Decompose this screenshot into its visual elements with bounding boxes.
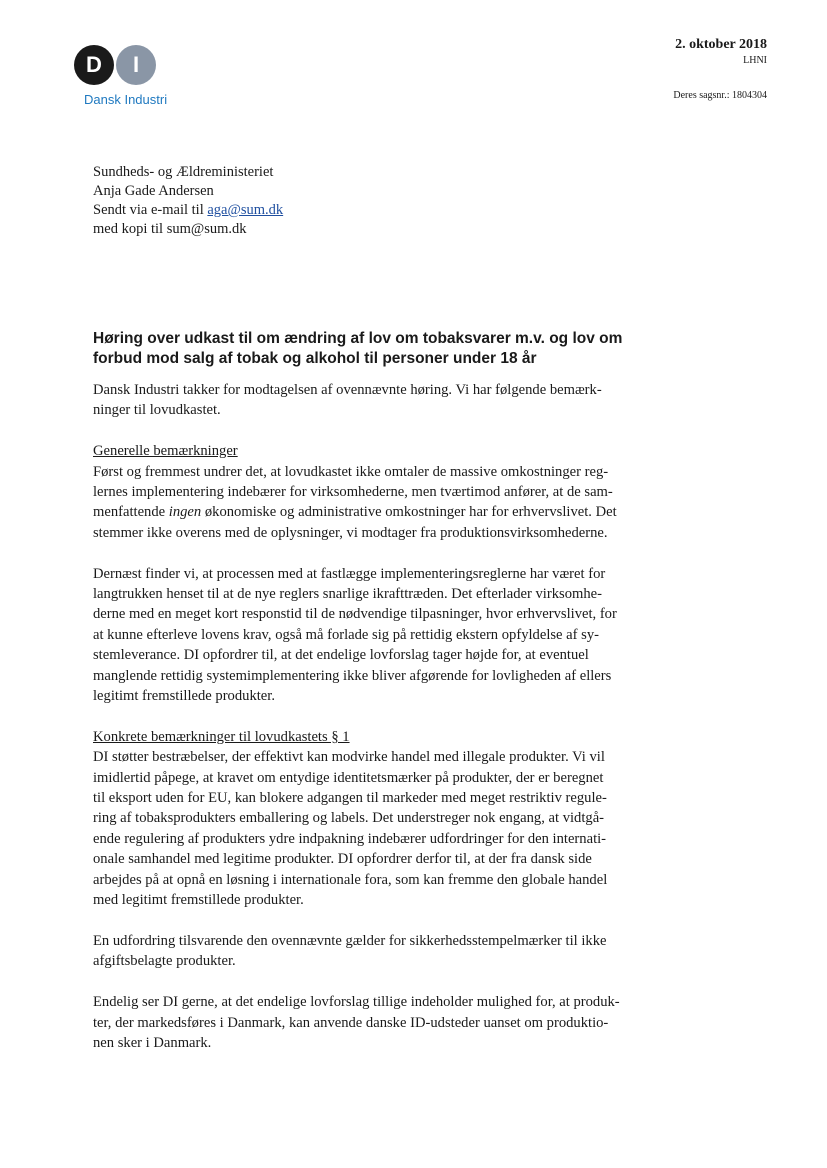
- text-line: Først og fremmest undrer det, at lovudkastet ikke omtaler de massive omkostninger reg-: [93, 463, 609, 480]
- general-paragraph-2: [93, 564, 693, 707]
- recipient-address: [93, 163, 283, 239]
- recipient-email-prefix: Sendt via e-mail til: [93, 202, 208, 218]
- section-heading-general: Generelle bemærkninger: [93, 443, 238, 460]
- text-line: at kunne efterleve lovens krav, også må forlade sig på rettidig ekstern opfyldelse af sy-: [93, 626, 600, 643]
- text-segment: økonomiske og administrative omkostninger har for erhvervslivet. Det: [201, 504, 617, 521]
- letter-date: 2. oktober 2018: [675, 37, 767, 52]
- text-line: langtrukken henset til at de nye reglers snarlige ikrafttræden. Det efterlader virksomhe-: [93, 586, 602, 603]
- text-line: derne med en meget kort responstid til de nødvendige tilpasninger, hvor erhvervslivet, for: [93, 606, 617, 623]
- emphasis-ingen: ingen: [168, 504, 202, 521]
- intro-paragraph: [93, 380, 693, 421]
- text-line: ring af tobaksprodukters emballering og labels. Det understreger nok engang, at vidtgå-: [93, 810, 605, 827]
- logo-letter-d: D: [86, 52, 102, 77]
- text-line: til eksport uden for EU, kan blokere adgangen til markeder med meget restriktiv regule-: [93, 790, 607, 807]
- recipient-line: Sundheds- og Ældreministeriet: [93, 164, 274, 180]
- text-line: DI støtter bestræbelser, der effektivt kan modvirke handel med illegale produkter. Vi vil: [93, 749, 605, 766]
- text-line: Endelig ser DI gerne, at det endelige lovforslag tillige indeholder mulighed for, at produk-: [93, 994, 620, 1011]
- text-line: lernes implementering indebærer for virksomhederne, men tværtimod anfører, at de sam-: [93, 484, 613, 501]
- logo-letter-i: I: [132, 52, 140, 77]
- specific-paragraph-1: [93, 747, 693, 910]
- subject-line: Høring over udkast til om ændring af lov om tobaksvarer m.v. og lov om: [93, 330, 623, 347]
- text-line: arbejdes på at opnå en løsning i internationale fora, som kan fremme den globale handel: [93, 871, 608, 888]
- text-line: stemleverance. DI opfordrer til, at det endelige lovforslag tager højde for, at eventuel: [93, 647, 589, 664]
- section-heading-specific: Konkrete bemærkninger til lovudkastets § 1: [93, 728, 350, 745]
- logo-circle-i: [116, 45, 156, 85]
- text-line: [93, 502, 693, 522]
- specific-paragraph-3: [93, 992, 693, 1053]
- recipient-line: [93, 201, 283, 220]
- text-line: onale samhandel med legitime produkter. DI opfordrer derfor til, at der fra dansk side: [93, 851, 592, 868]
- text-line: ter, der markedsføres i Danmark, kan anvende danske ID-udsteder uanset om produktio-: [93, 1014, 609, 1031]
- text-line: stemmer ikke overens med de oplysninger, vi modtager fra produktionsvirksomhederne.: [93, 524, 608, 541]
- brand-name: Dansk Industri: [84, 92, 168, 107]
- text-line: manglende rettidig systemimplementering ikke bliver afgørende for lovligheden af ellers: [93, 667, 612, 684]
- text-line: En udfordring tilsvarende den ovennævnte gælder for sikkerhedsstempelmærker til ikke: [93, 932, 607, 949]
- letter-body: [93, 329, 693, 1053]
- text-line: legitimt fremstillede produkter.: [93, 688, 275, 705]
- general-paragraph-1: [93, 462, 693, 544]
- logo-circle-d: [74, 45, 114, 85]
- sender-initials: LHNI: [743, 55, 767, 66]
- specific-paragraph-2: [93, 931, 693, 972]
- email-link[interactable]: aga@sum.dk: [207, 202, 284, 218]
- text-line: imidlertid påpege, at kravet om entydige identitetsmærker på produkter, der er beregnet: [93, 769, 604, 786]
- text-line: med legitimt fremstillede produkter.: [93, 892, 304, 909]
- text-line: afgiftsbelagte produkter.: [93, 953, 236, 970]
- letter-subject: [93, 329, 693, 369]
- text-line: Dernæst finder vi, at processen med at fastlægge implementeringsreglerne har været for: [93, 565, 606, 582]
- text-line: ende regulering af produkters ydre indpakning indebærer udfordringer for den internati-: [93, 830, 607, 847]
- di-logo: [74, 45, 160, 89]
- text-line: nen sker i Danmark.: [93, 1034, 212, 1051]
- text-line: ninger til lovudkastet.: [93, 402, 221, 419]
- recipient-line: Anja Gade Andersen: [93, 183, 214, 199]
- text-line: Dansk Industri takker for modtagelsen af ovennævnte høring. Vi har følgende bemærk-: [93, 382, 602, 398]
- case-reference: Deres sagsnr.: 1804304: [673, 90, 767, 101]
- text-segment: menfattende: [93, 504, 169, 521]
- subject-line: forbud mod salg af tobak og alkohol til personer under 18 år: [93, 350, 537, 367]
- recipient-line: med kopi til sum@sum.dk: [93, 221, 247, 237]
